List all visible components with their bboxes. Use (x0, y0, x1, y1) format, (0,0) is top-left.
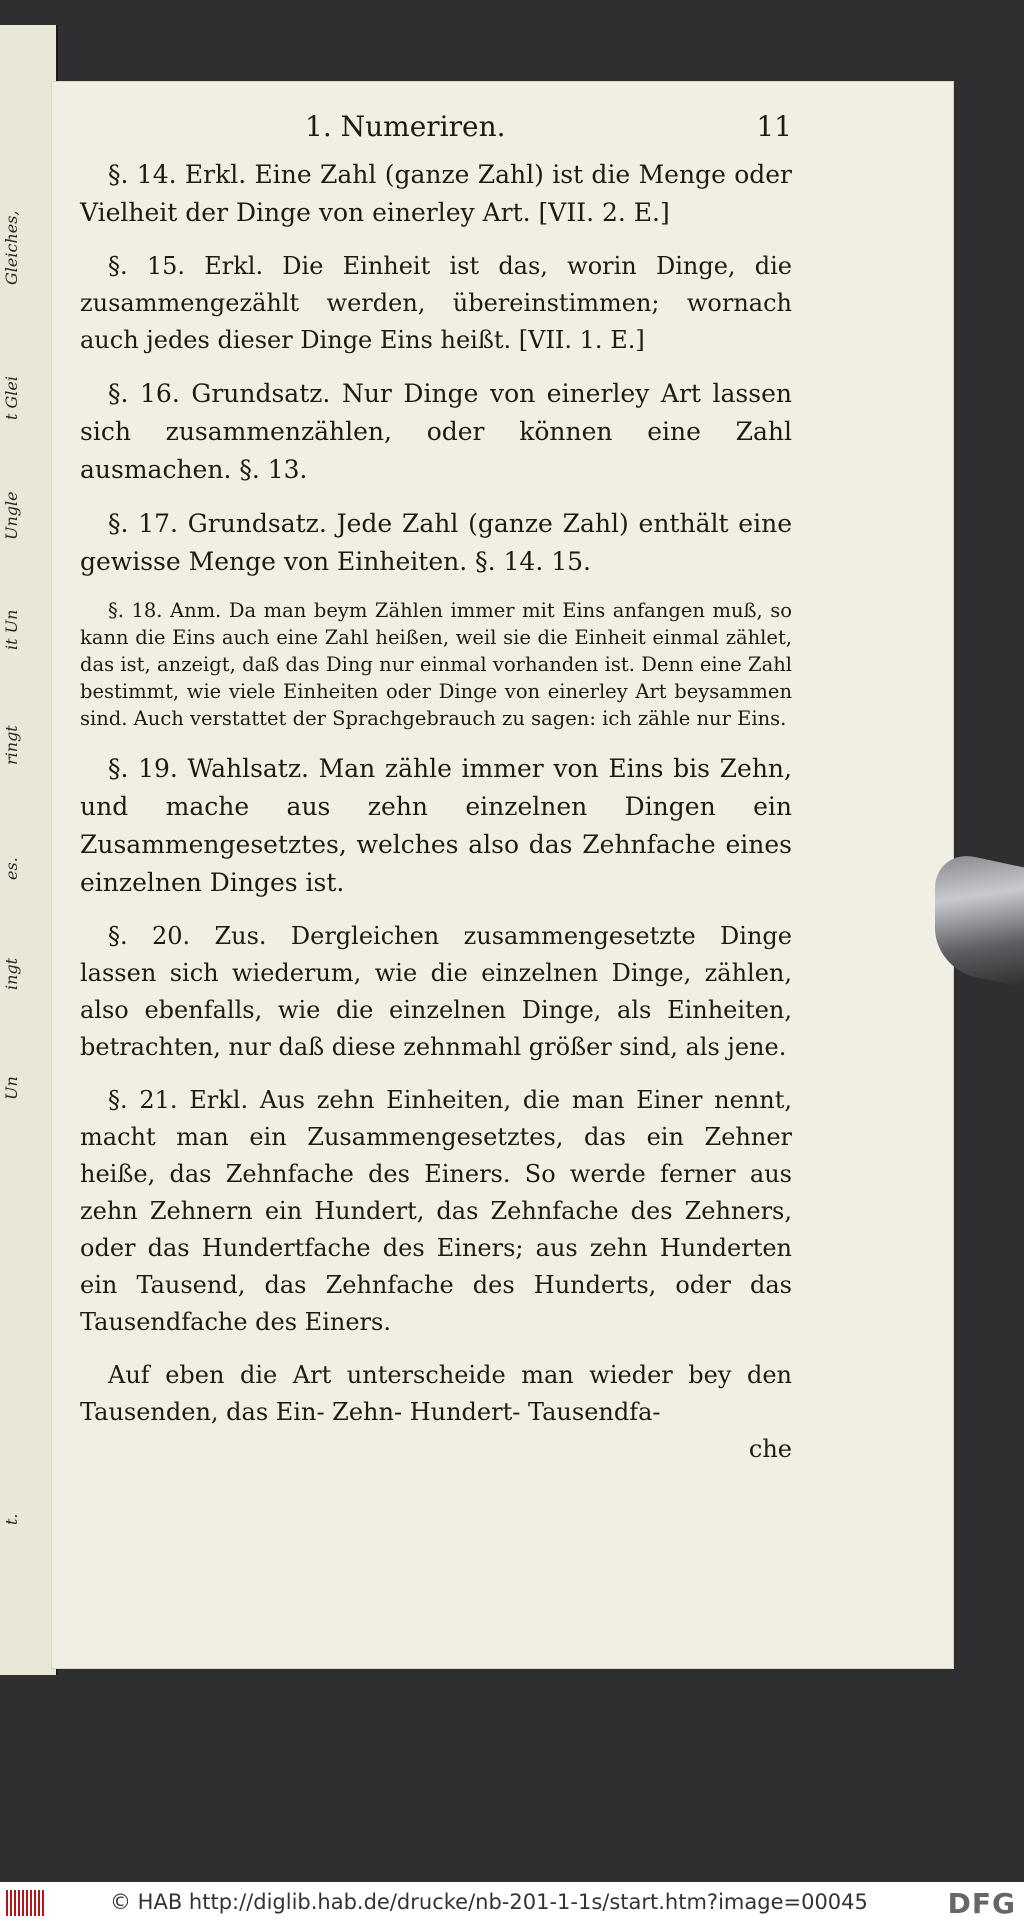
paragraph-15: §. 15. Erkl. Die Einheit ist das, worin Dinge, die zusammengezählt werden, übereinstimmen; wornach auch jedes dieser Dinge Eins heißt. [VII. 1. E.] (80, 252, 792, 354)
margin-fragment: t Glei (2, 376, 21, 420)
dfg-logo: DFG (947, 1887, 1016, 1920)
page-number: 11 (756, 110, 792, 143)
margin-fragment: es. (2, 857, 21, 880)
running-title: 1. Numeriren. (305, 110, 506, 143)
paragraph-21: §. 21. Erkl. Aus zehn Einheiten, die man Einer nennt, macht man ein Zusammengesetztes, das ein Zehner heiße, das Zehnfache des Einers. So werde ferner aus zehn Zehnern ein Hundert, das Zehnfache des Zehners, oder das Hundertfache des Einers; aus zehn Hunderten ein Tausend, das Zehnfache des Hunderts, oder das Tausendfache des Einers. (80, 1086, 792, 1336)
paragraph-20: §. 20. Zus. Dergleichen zusammengesetzte Dinge lassen sich wiederum, wie die einzelnen Dinge, zählen, also ebenfalls, wie die einzelnen Dinge, als Einheiten, betrachten, nur daß diese zehnmahl größer sind, als jene. (80, 922, 792, 1061)
previous-page-edge (0, 25, 58, 1675)
barcode-icon (6, 1890, 46, 1916)
paragraph-continuation: Auf eben die Art unterscheide man wieder bey den Tausenden, das Ein- Zehn- Hundert- Tausendfa- (80, 1361, 792, 1426)
catchword: che (748, 1435, 792, 1463)
margin-fragment: Gleiches, (2, 210, 21, 285)
margin-fragment: it Un (2, 609, 21, 650)
paragraph-17: §. 17. Grundsatz. Jede Zahl (ganze Zahl) enthält eine gewisse Menge von Einheiten. §. 14. 15. (80, 509, 792, 576)
margin-fragment: ingt (2, 957, 21, 990)
footer-bar (0, 1882, 1024, 1923)
running-head (80, 110, 792, 156)
margin-fragment: Un (2, 1076, 21, 1100)
paragraph-18-note: §. 18. Anm. Da man beym Zählen immer mit Eins anfangen muß, so kann die Eins auch eine Zahl heißen, weil sie die Einheit einmal zählet, das ist, anzeigt, daß das Ding nur einmal vorhanden ist. Denn eine Zahl bestimmt, wie viele Einheiten oder Dinge von einerley Art beysammen sind. Auch verstattet der Sprachgebrauch zu sagen: ich zähle nur Eins. (80, 599, 792, 730)
page-content (80, 110, 792, 1463)
margin-fragment: Ungle (2, 491, 21, 540)
paragraph-16: §. 16. Grundsatz. Nur Dinge von einerley Art lassen sich zusammenzählen, oder können eine Zahl ausmachen. §. 13. (80, 379, 792, 484)
margin-fragment (2, 1315, 52, 1345)
paragraph-14: §. 14. Erkl. Eine Zahl (ganze Zahl) ist die Menge oder Vielheit der Dinge von einerley Art. [VII. 2. E.] (80, 160, 792, 227)
paragraph-19: §. 19. Wahlsatz. Man zähle immer von Eins bis Zehn, und mache aus zehn einzelnen Dingen ein Zusammengesetztes, welches also das Zehnfache eines einzelnen Dinges ist. (80, 754, 792, 897)
margin-fragment: ringt (2, 725, 21, 765)
copyright-link[interactable]: © HAB http://diglib.hab.de/drucke/nb-201-1-1s/start.htm?image=00045 (110, 1890, 868, 1914)
margin-fragment: t. (2, 1513, 21, 1525)
